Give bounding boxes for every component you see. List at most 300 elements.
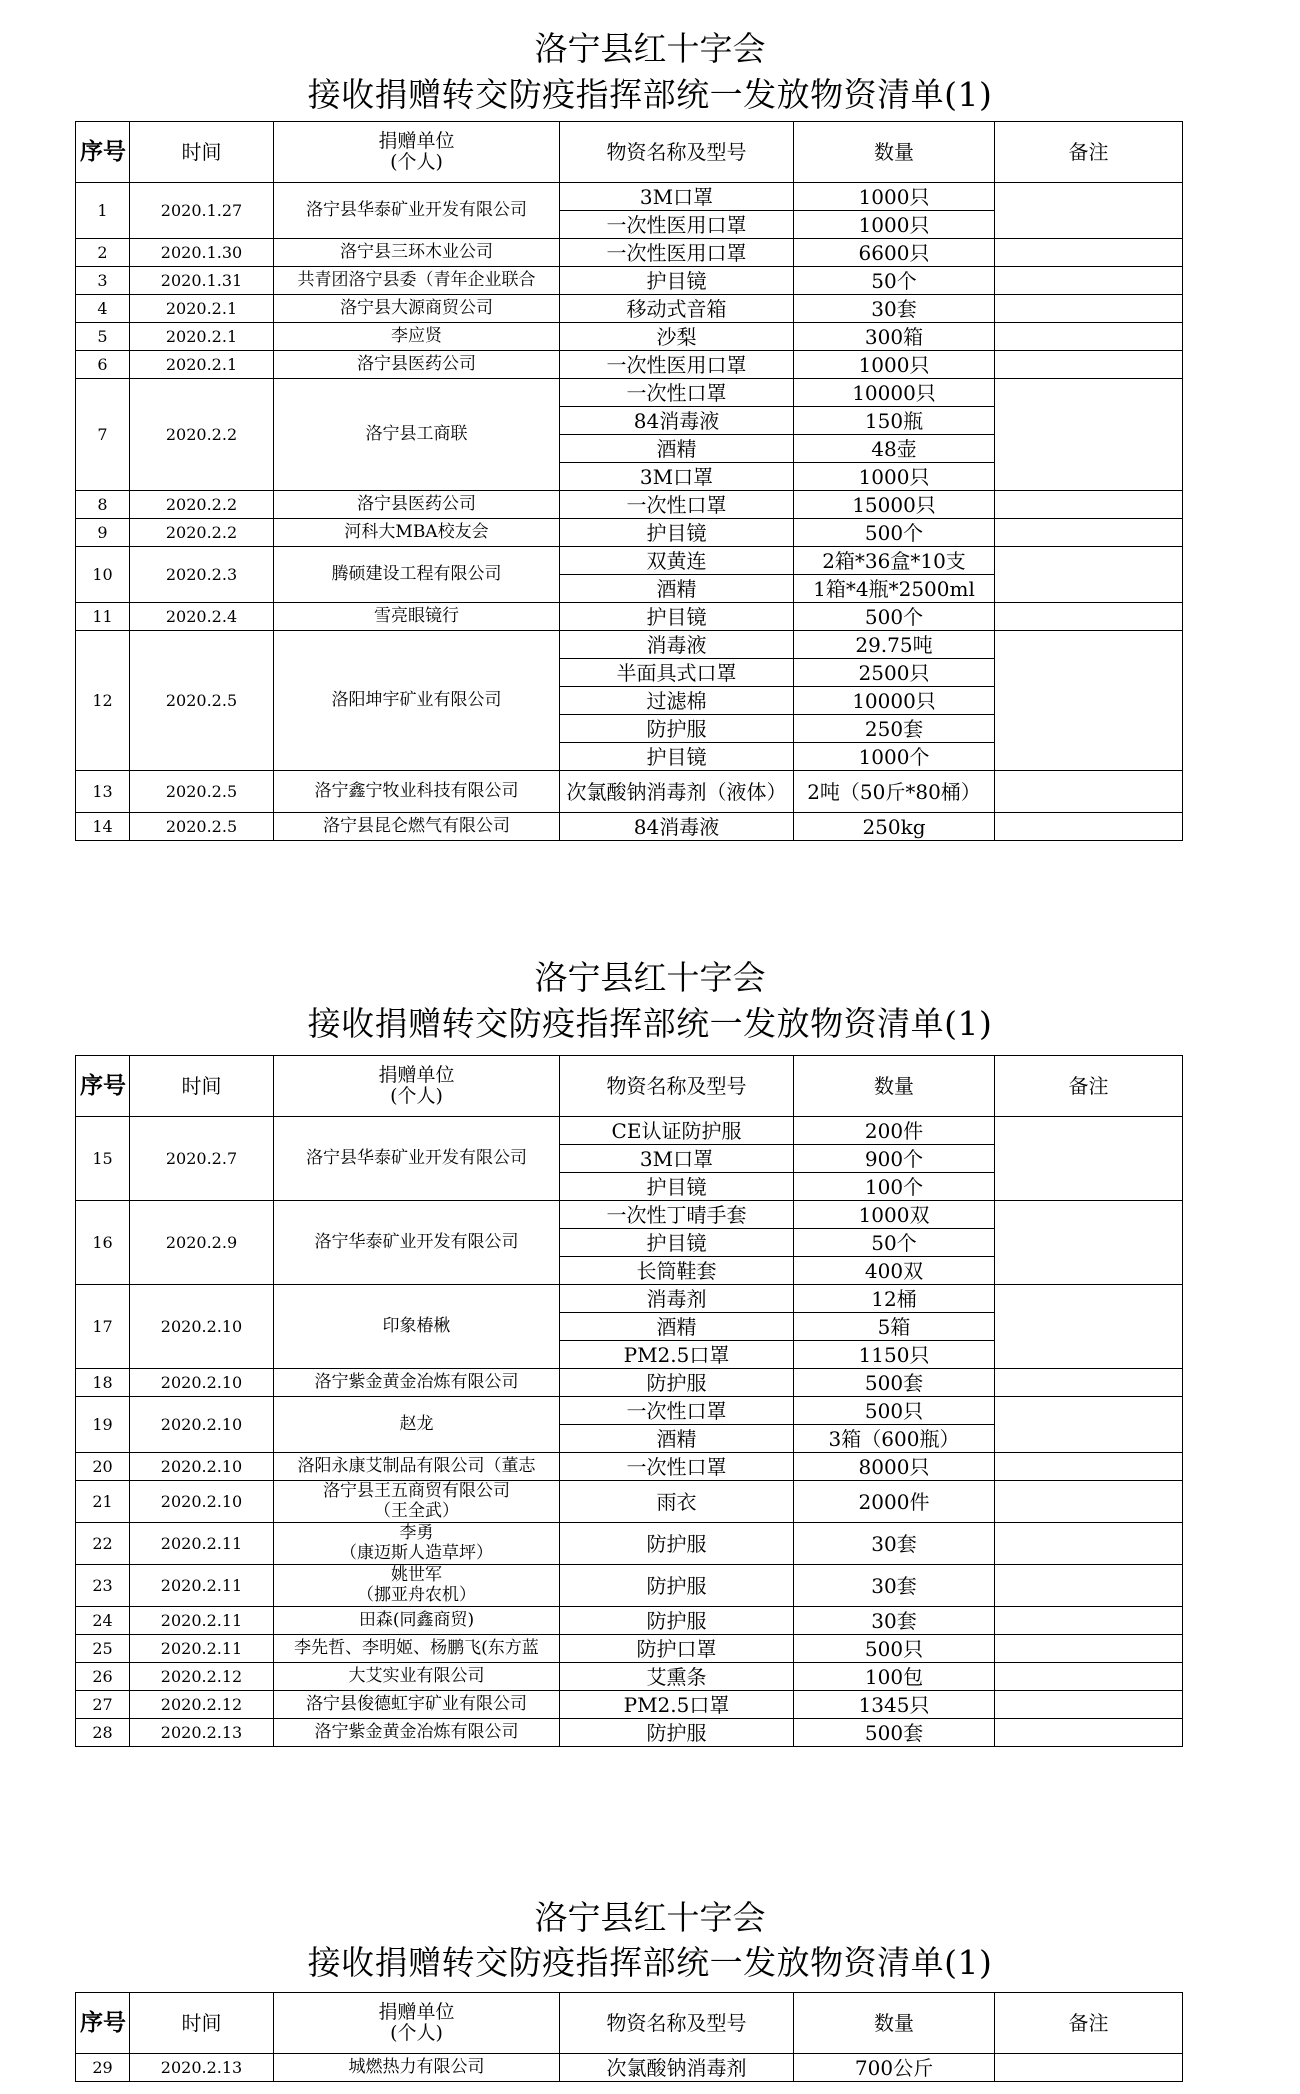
cell-item: 防护服 (560, 1523, 794, 1565)
cell-seq: 6 (76, 351, 130, 379)
header-row (76, 122, 1183, 183)
cell-seq: 24 (76, 1607, 130, 1635)
donor-line: 洛阳坤宇矿业有限公司 (331, 689, 502, 710)
cell-item: 长筒鞋套 (560, 1257, 794, 1285)
cell-qty: 50个 (794, 267, 995, 295)
cell-qty: 3箱（600瓶） (794, 1425, 995, 1453)
donor-line: 洛宁紫金黄金冶炼有限公司 (314, 1721, 519, 1742)
table-row (76, 491, 1183, 519)
cell-note (995, 351, 1183, 379)
header-item: 物资名称及型号 (560, 1993, 794, 2054)
table-row (76, 1285, 1183, 1313)
cell-qty: 250kg (794, 813, 995, 841)
table-body (76, 183, 1183, 841)
header-seq: 序号 (76, 122, 130, 183)
cell-donor (274, 519, 560, 547)
cell-item: 酒精 (560, 435, 794, 463)
cell-date: 2020.1.27 (130, 183, 274, 239)
cell-note (995, 1117, 1183, 1201)
cell-donor (274, 1481, 560, 1523)
donor-line: 洛宁县工商联 (365, 423, 468, 444)
table-header (76, 122, 1183, 183)
cell-qty: 5箱 (794, 1313, 995, 1341)
cell-item: 防护服 (560, 1719, 794, 1747)
cell-donor (274, 1201, 560, 1285)
sheet-title: 洛宁县红十字会 (534, 1898, 766, 1937)
cell-item: PM2.5口罩 (560, 1691, 794, 1719)
header-donor (274, 122, 560, 183)
cell-donor (274, 1453, 560, 1481)
cell-donor (274, 295, 560, 323)
donor-line: 洛宁县医药公司 (357, 493, 476, 514)
donor-line: 洛宁县华泰矿业开发有限公司 (306, 1147, 527, 1168)
cell-seq: 8 (76, 491, 130, 519)
cell-date: 2020.2.10 (130, 1285, 274, 1369)
sheet-subtitle: 接收捐赠转交防疫指挥部统一发放物资清单(1) (307, 75, 993, 114)
donor-line: 洛宁鑫宁牧业科技有限公司 (314, 780, 519, 801)
header-note: 备注 (995, 122, 1183, 183)
donor-line: 赵龙 (399, 1413, 434, 1434)
cell-seq: 28 (76, 1719, 130, 1747)
table-row (76, 1117, 1183, 1145)
cell-qty: 100包 (794, 1663, 995, 1691)
table-row (76, 379, 1183, 407)
donor-line: 印象椿楸 (382, 1315, 451, 1336)
donor-line: 河科大MBA校友会 (344, 521, 489, 542)
cell-date: 2020.2.2 (130, 379, 274, 491)
cell-date: 2020.2.12 (130, 1691, 274, 1719)
cell-qty: 12桶 (794, 1285, 995, 1313)
table-row (76, 813, 1183, 841)
cell-seq: 14 (76, 813, 130, 841)
cell-qty: 8000只 (794, 1453, 995, 1481)
table-row (76, 1565, 1183, 1607)
cell-qty: 10000只 (794, 687, 995, 715)
table-body (76, 1117, 1183, 1747)
donor-line: 洛宁县华泰矿业开发有限公司 (306, 199, 527, 220)
cell-item: 84消毒液 (560, 407, 794, 435)
cell-note (995, 1523, 1183, 1565)
cell-seq: 4 (76, 295, 130, 323)
cell-note (995, 239, 1183, 267)
donor-line: 洛宁县大源商贸公司 (340, 297, 493, 318)
header-note: 备注 (995, 1056, 1183, 1117)
cell-qty: 48壶 (794, 435, 995, 463)
header-donor-line1: 捐赠单位 (378, 2001, 455, 2024)
cell-donor (274, 183, 560, 239)
donor-line: 洛宁华泰矿业开发有限公司 (314, 1231, 519, 1252)
donor-line: 姚世军 (391, 1564, 442, 1585)
cell-note (995, 1285, 1183, 1369)
header-seq: 序号 (76, 1993, 130, 2054)
cell-date: 2020.2.12 (130, 1663, 274, 1691)
sheet-subtitle: 接收捐赠转交防疫指挥部统一发放物资清单(1) (307, 1004, 993, 1043)
cell-item: 一次性口罩 (560, 1453, 794, 1481)
cell-item: 护目镜 (560, 603, 794, 631)
cell-donor (274, 239, 560, 267)
cell-seq: 20 (76, 1453, 130, 1481)
table-row (76, 2054, 1183, 2082)
cell-seq: 2 (76, 239, 130, 267)
table-row (76, 547, 1183, 575)
header-donor (274, 1993, 560, 2054)
cell-note (995, 1397, 1183, 1453)
cell-date: 2020.2.11 (130, 1635, 274, 1663)
cell-date: 2020.1.30 (130, 239, 274, 267)
cell-qty: 500套 (794, 1719, 995, 1747)
cell-qty: 2500只 (794, 659, 995, 687)
cell-qty: 250套 (794, 715, 995, 743)
cell-note (995, 379, 1183, 491)
cell-note (995, 183, 1183, 239)
cell-item: 一次性口罩 (560, 379, 794, 407)
cell-item: 半面具式口罩 (560, 659, 794, 687)
cell-item: 护目镜 (560, 1173, 794, 1201)
cell-note (995, 1635, 1183, 1663)
cell-note (995, 1453, 1183, 1481)
table-row (76, 1201, 1183, 1229)
table-row (76, 295, 1183, 323)
donor-line: 洛宁县昆仑燃气有限公司 (323, 815, 510, 836)
donor-line: 洛宁县医药公司 (357, 353, 476, 374)
cell-item: 酒精 (560, 1313, 794, 1341)
cell-item: 防护服 (560, 715, 794, 743)
cell-date: 2020.2.10 (130, 1481, 274, 1523)
cell-note (995, 1565, 1183, 1607)
cell-donor (274, 1607, 560, 1635)
cell-qty: 50个 (794, 1229, 995, 1257)
table-row (76, 1719, 1183, 1747)
cell-seq: 19 (76, 1397, 130, 1453)
table-row (76, 519, 1183, 547)
cell-qty: 1000只 (794, 183, 995, 211)
cell-note (995, 295, 1183, 323)
cell-date: 2020.2.11 (130, 1565, 274, 1607)
cell-seq: 10 (76, 547, 130, 603)
cell-qty: 30套 (794, 295, 995, 323)
cell-donor (274, 771, 560, 813)
cell-qty: 1345只 (794, 1691, 995, 1719)
cell-seq: 29 (76, 2054, 130, 2082)
cell-qty: 1000只 (794, 351, 995, 379)
header-donor-line2: (个人) (390, 2022, 443, 2044)
header-date: 时间 (130, 1993, 274, 2054)
sheet-title: 洛宁县红十字会 (534, 29, 766, 68)
cell-qty: 1000只 (794, 463, 995, 491)
header-qty: 数量 (794, 1056, 995, 1117)
header-donor (274, 1056, 560, 1117)
cell-donor (274, 1663, 560, 1691)
cell-seq: 21 (76, 1481, 130, 1523)
cell-date: 2020.2.10 (130, 1397, 274, 1453)
donation-table-3 (75, 1992, 1183, 2082)
cell-item: 防护服 (560, 1607, 794, 1635)
cell-note (995, 1607, 1183, 1635)
donor-line: 李勇 (399, 1522, 434, 1543)
cell-qty: 1000只 (794, 211, 995, 239)
cell-qty: 30套 (794, 1607, 995, 1635)
cell-qty: 500只 (794, 1397, 995, 1425)
cell-note (995, 267, 1183, 295)
cell-seq: 12 (76, 631, 130, 771)
cell-date: 2020.2.10 (130, 1453, 274, 1481)
cell-item: 酒精 (560, 1425, 794, 1453)
header-qty: 数量 (794, 1993, 995, 2054)
header-date: 时间 (130, 122, 274, 183)
cell-donor (274, 1719, 560, 1747)
cell-donor (274, 631, 560, 771)
cell-date: 2020.2.5 (130, 771, 274, 813)
cell-date: 2020.2.1 (130, 323, 274, 351)
cell-note (995, 1719, 1183, 1747)
table-row (76, 351, 1183, 379)
donor-line: 大艾实业有限公司 (348, 1665, 485, 1686)
cell-item: CE认证防护服 (560, 1117, 794, 1145)
cell-qty: 300箱 (794, 323, 995, 351)
cell-item: 3M口罩 (560, 463, 794, 491)
header-item: 物资名称及型号 (560, 122, 794, 183)
table-row (76, 1453, 1183, 1481)
cell-note (995, 1369, 1183, 1397)
cell-donor (274, 351, 560, 379)
table-row (76, 267, 1183, 295)
cell-qty: 500个 (794, 603, 995, 631)
cell-donor (274, 1635, 560, 1663)
cell-seq: 26 (76, 1663, 130, 1691)
table-row (76, 1523, 1183, 1565)
cell-date: 2020.2.7 (130, 1117, 274, 1201)
donation-table-1 (75, 121, 1183, 841)
donor-line: （康迈斯人造草坪） (340, 1542, 493, 1563)
cell-qty: 29.75吨 (794, 631, 995, 659)
cell-item: 3M口罩 (560, 1145, 794, 1173)
cell-seq: 25 (76, 1635, 130, 1663)
cell-date: 2020.2.9 (130, 1201, 274, 1285)
cell-date: 2020.2.11 (130, 1607, 274, 1635)
header-row (76, 1056, 1183, 1117)
cell-seq: 7 (76, 379, 130, 491)
cell-donor (274, 1285, 560, 1369)
cell-item: 酒精 (560, 575, 794, 603)
cell-seq: 27 (76, 1691, 130, 1719)
donor-line: 城燃热力有限公司 (348, 2056, 485, 2077)
cell-date: 2020.2.5 (130, 813, 274, 841)
cell-qty: 1000双 (794, 1201, 995, 1229)
cell-date: 2020.2.2 (130, 519, 274, 547)
cell-date: 2020.2.1 (130, 295, 274, 323)
table-row (76, 771, 1183, 813)
cell-item: 护目镜 (560, 519, 794, 547)
cell-seq: 13 (76, 771, 130, 813)
table-row (76, 183, 1183, 211)
table-row (76, 631, 1183, 659)
cell-seq: 9 (76, 519, 130, 547)
donor-line: 共青团洛宁县委（青年企业联合 (297, 269, 536, 290)
cell-donor (274, 1565, 560, 1607)
cell-donor (274, 1369, 560, 1397)
cell-item: 84消毒液 (560, 813, 794, 841)
cell-item: 次氯酸钠消毒剂（液体） (560, 771, 794, 813)
cell-item: 一次性医用口罩 (560, 211, 794, 239)
cell-seq: 18 (76, 1369, 130, 1397)
table-body (76, 2054, 1183, 2082)
cell-donor (274, 2054, 560, 2082)
header-donor-line2: (个人) (390, 151, 443, 173)
cell-note (995, 1481, 1183, 1523)
donor-line: 腾硕建设工程有限公司 (331, 563, 502, 584)
cell-qty: 30套 (794, 1523, 995, 1565)
cell-seq: 5 (76, 323, 130, 351)
cell-note (995, 1691, 1183, 1719)
cell-item: 沙梨 (560, 323, 794, 351)
cell-note (995, 1201, 1183, 1285)
cell-seq: 23 (76, 1565, 130, 1607)
donor-line: 洛宁紫金黄金冶炼有限公司 (314, 1371, 519, 1392)
cell-qty: 2吨（50斤*80桶） (794, 771, 995, 813)
table-row (76, 1663, 1183, 1691)
donor-line: （挪亚舟农机） (357, 1584, 476, 1605)
table-header (76, 1993, 1183, 2054)
cell-item: 双黄连 (560, 547, 794, 575)
cell-date: 2020.2.2 (130, 491, 274, 519)
cell-qty: 700公斤 (794, 2054, 995, 2082)
table-row (76, 1397, 1183, 1425)
cell-donor (274, 1397, 560, 1453)
cell-donor (274, 491, 560, 519)
cell-date: 2020.2.5 (130, 631, 274, 771)
cell-qty: 150瓶 (794, 407, 995, 435)
cell-qty: 6600只 (794, 239, 995, 267)
cell-qty: 900个 (794, 1145, 995, 1173)
cell-qty: 200件 (794, 1117, 995, 1145)
cell-note (995, 603, 1183, 631)
cell-note (995, 547, 1183, 603)
cell-qty: 1000个 (794, 743, 995, 771)
table-row (76, 323, 1183, 351)
cell-seq: 22 (76, 1523, 130, 1565)
cell-item: 艾熏条 (560, 1663, 794, 1691)
cell-qty: 100个 (794, 1173, 995, 1201)
cell-item: 防护口罩 (560, 1635, 794, 1663)
cell-note (995, 323, 1183, 351)
cell-qty: 500只 (794, 1635, 995, 1663)
cell-donor (274, 603, 560, 631)
cell-item: 3M口罩 (560, 183, 794, 211)
table-row (76, 1691, 1183, 1719)
cell-date: 2020.2.4 (130, 603, 274, 631)
donor-line: 李应贤 (391, 325, 442, 346)
cell-item: 护目镜 (560, 1229, 794, 1257)
header-row (76, 1993, 1183, 2054)
cell-item: 消毒剂 (560, 1285, 794, 1313)
cell-donor (274, 1523, 560, 1565)
header-qty: 数量 (794, 122, 995, 183)
donation-table-2 (75, 1055, 1183, 1747)
cell-date: 2020.2.3 (130, 547, 274, 603)
donor-line: 李先哲、李明姬、杨鹏飞(东方蓝 (294, 1637, 539, 1658)
table-row (76, 1607, 1183, 1635)
cell-item: 一次性医用口罩 (560, 351, 794, 379)
cell-note (995, 519, 1183, 547)
table-row (76, 1635, 1183, 1663)
cell-donor (274, 813, 560, 841)
cell-donor (274, 1117, 560, 1201)
cell-item: 一次性口罩 (560, 1397, 794, 1425)
cell-date: 2020.2.13 (130, 1719, 274, 1747)
header-note: 备注 (995, 1993, 1183, 2054)
cell-donor (274, 1691, 560, 1719)
donor-line: （王全武） (374, 1500, 459, 1521)
cell-item: 防护服 (560, 1369, 794, 1397)
cell-item: 一次性口罩 (560, 491, 794, 519)
cell-qty: 500个 (794, 519, 995, 547)
cell-note (995, 771, 1183, 813)
cell-seq: 17 (76, 1285, 130, 1369)
cell-seq: 1 (76, 183, 130, 239)
cell-item: 过滤棉 (560, 687, 794, 715)
cell-qty: 500套 (794, 1369, 995, 1397)
cell-donor (274, 267, 560, 295)
cell-date: 2020.2.10 (130, 1369, 274, 1397)
cell-qty: 2000件 (794, 1481, 995, 1523)
cell-seq: 3 (76, 267, 130, 295)
sheet-subtitle: 接收捐赠转交防疫指挥部统一发放物资清单(1) (307, 1943, 993, 1982)
donor-line: 洛宁县王五商贸有限公司 (323, 1480, 510, 1501)
cell-note (995, 1663, 1183, 1691)
header-date: 时间 (130, 1056, 274, 1117)
cell-date: 2020.2.13 (130, 2054, 274, 2082)
cell-seq: 11 (76, 603, 130, 631)
cell-qty: 30套 (794, 1565, 995, 1607)
donor-line: 洛宁县三环木业公司 (340, 241, 493, 262)
header-donor-line1: 捐赠单位 (378, 130, 455, 153)
header-donor-line1: 捐赠单位 (378, 1064, 455, 1087)
cell-qty: 400双 (794, 1257, 995, 1285)
cell-note (995, 2054, 1183, 2082)
header-item: 物资名称及型号 (560, 1056, 794, 1117)
cell-seq: 15 (76, 1117, 130, 1201)
cell-qty: 1150只 (794, 1341, 995, 1369)
cell-note (995, 491, 1183, 519)
cell-donor (274, 379, 560, 491)
cell-date: 2020.2.1 (130, 351, 274, 379)
sheet-title: 洛宁县红十字会 (534, 958, 766, 997)
cell-note (995, 631, 1183, 771)
cell-item: 次氯酸钠消毒剂 (560, 2054, 794, 2082)
table-row (76, 1481, 1183, 1523)
donor-line: 雪亮眼镜行 (374, 605, 459, 626)
cell-date: 2020.2.11 (130, 1523, 274, 1565)
cell-item: PM2.5口罩 (560, 1341, 794, 1369)
cell-date: 2020.1.31 (130, 267, 274, 295)
header-seq: 序号 (76, 1056, 130, 1117)
cell-donor (274, 323, 560, 351)
cell-item: 护目镜 (560, 743, 794, 771)
table-row (76, 239, 1183, 267)
cell-qty: 2箱*36盒*10支 (794, 547, 995, 575)
cell-item: 护目镜 (560, 267, 794, 295)
cell-item: 消毒液 (560, 631, 794, 659)
donor-line: 洛阳永康艾制品有限公司（董志 (297, 1455, 536, 1476)
table-header (76, 1056, 1183, 1117)
cell-qty: 10000只 (794, 379, 995, 407)
table-row (76, 1369, 1183, 1397)
cell-item: 防护服 (560, 1565, 794, 1607)
cell-note (995, 813, 1183, 841)
header-donor-line2: (个人) (390, 1085, 443, 1107)
table-row (76, 603, 1183, 631)
cell-qty: 15000只 (794, 491, 995, 519)
